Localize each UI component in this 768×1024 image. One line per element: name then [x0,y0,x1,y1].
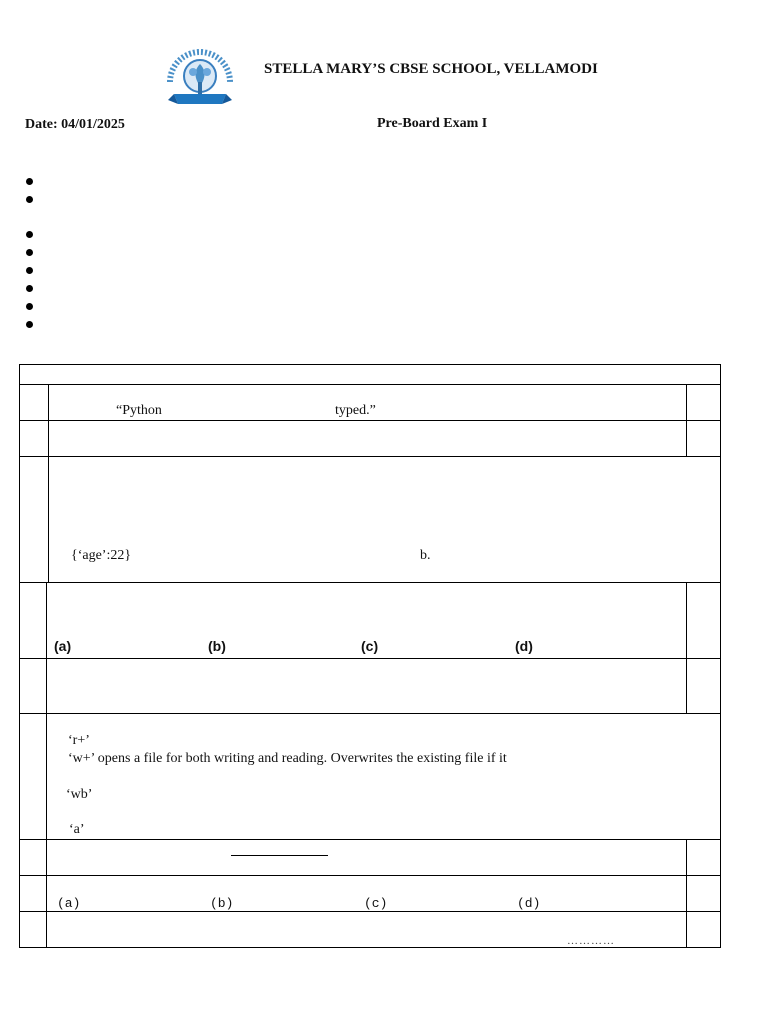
table-border [19,364,721,365]
q1-text-left: “Python [116,403,162,418]
table-border [19,875,721,876]
exam-title: Pre-Board Exam I [377,116,488,131]
table-border [19,658,721,659]
q4-option-d: (d) [515,638,533,654]
q8-option-a: (a) [57,896,81,911]
q8-option-d: (d) [517,896,541,911]
q8-option-b: (b) [210,896,234,911]
table-border [19,456,721,457]
q4-option-c: (c) [361,638,379,654]
q6-line-1: ‘r+’ [68,733,90,748]
fill-in-blank [231,855,328,856]
list-bullet [26,249,33,256]
school-logo [160,42,240,114]
list-bullet [26,285,33,292]
school-name: STELLA MARY’S CBSE SCHOOL, VELLAMODI [264,61,598,77]
table-border [19,713,721,714]
q1-text-right: typed.” [335,403,376,418]
q4-option-a: (a) [54,638,72,654]
table-border [19,839,721,840]
table-border [19,911,721,912]
list-bullet [26,303,33,310]
table-border [19,420,721,421]
table-border [19,582,721,583]
q9-dotted-blank: ………… [567,935,615,947]
list-bullet [26,178,33,185]
q4-option-b: (b) [208,638,226,654]
list-bullet [26,321,33,328]
list-bullet [26,267,33,274]
table-border [19,364,20,948]
q6-line-2: ‘w+’ opens a file for both writing and reading. Overwrites the existing file if it [68,751,507,766]
list-bullet [26,231,33,238]
table-border [19,384,721,385]
table-border [19,947,721,948]
table-border [686,582,687,713]
table-border [48,384,49,582]
table-border [46,582,47,948]
list-bullet [26,196,33,203]
q3-text-left: {‘age’:22} [71,548,132,563]
q6-line-4: ‘a’ [69,822,85,837]
table-border [720,364,721,948]
q6-line-3: ‘wb’ [66,787,93,802]
table-border [686,839,687,948]
exam-date: Date: 04/01/2025 [25,117,125,132]
q8-option-c: (c) [364,896,388,911]
q3-text-right: b. [420,548,431,563]
